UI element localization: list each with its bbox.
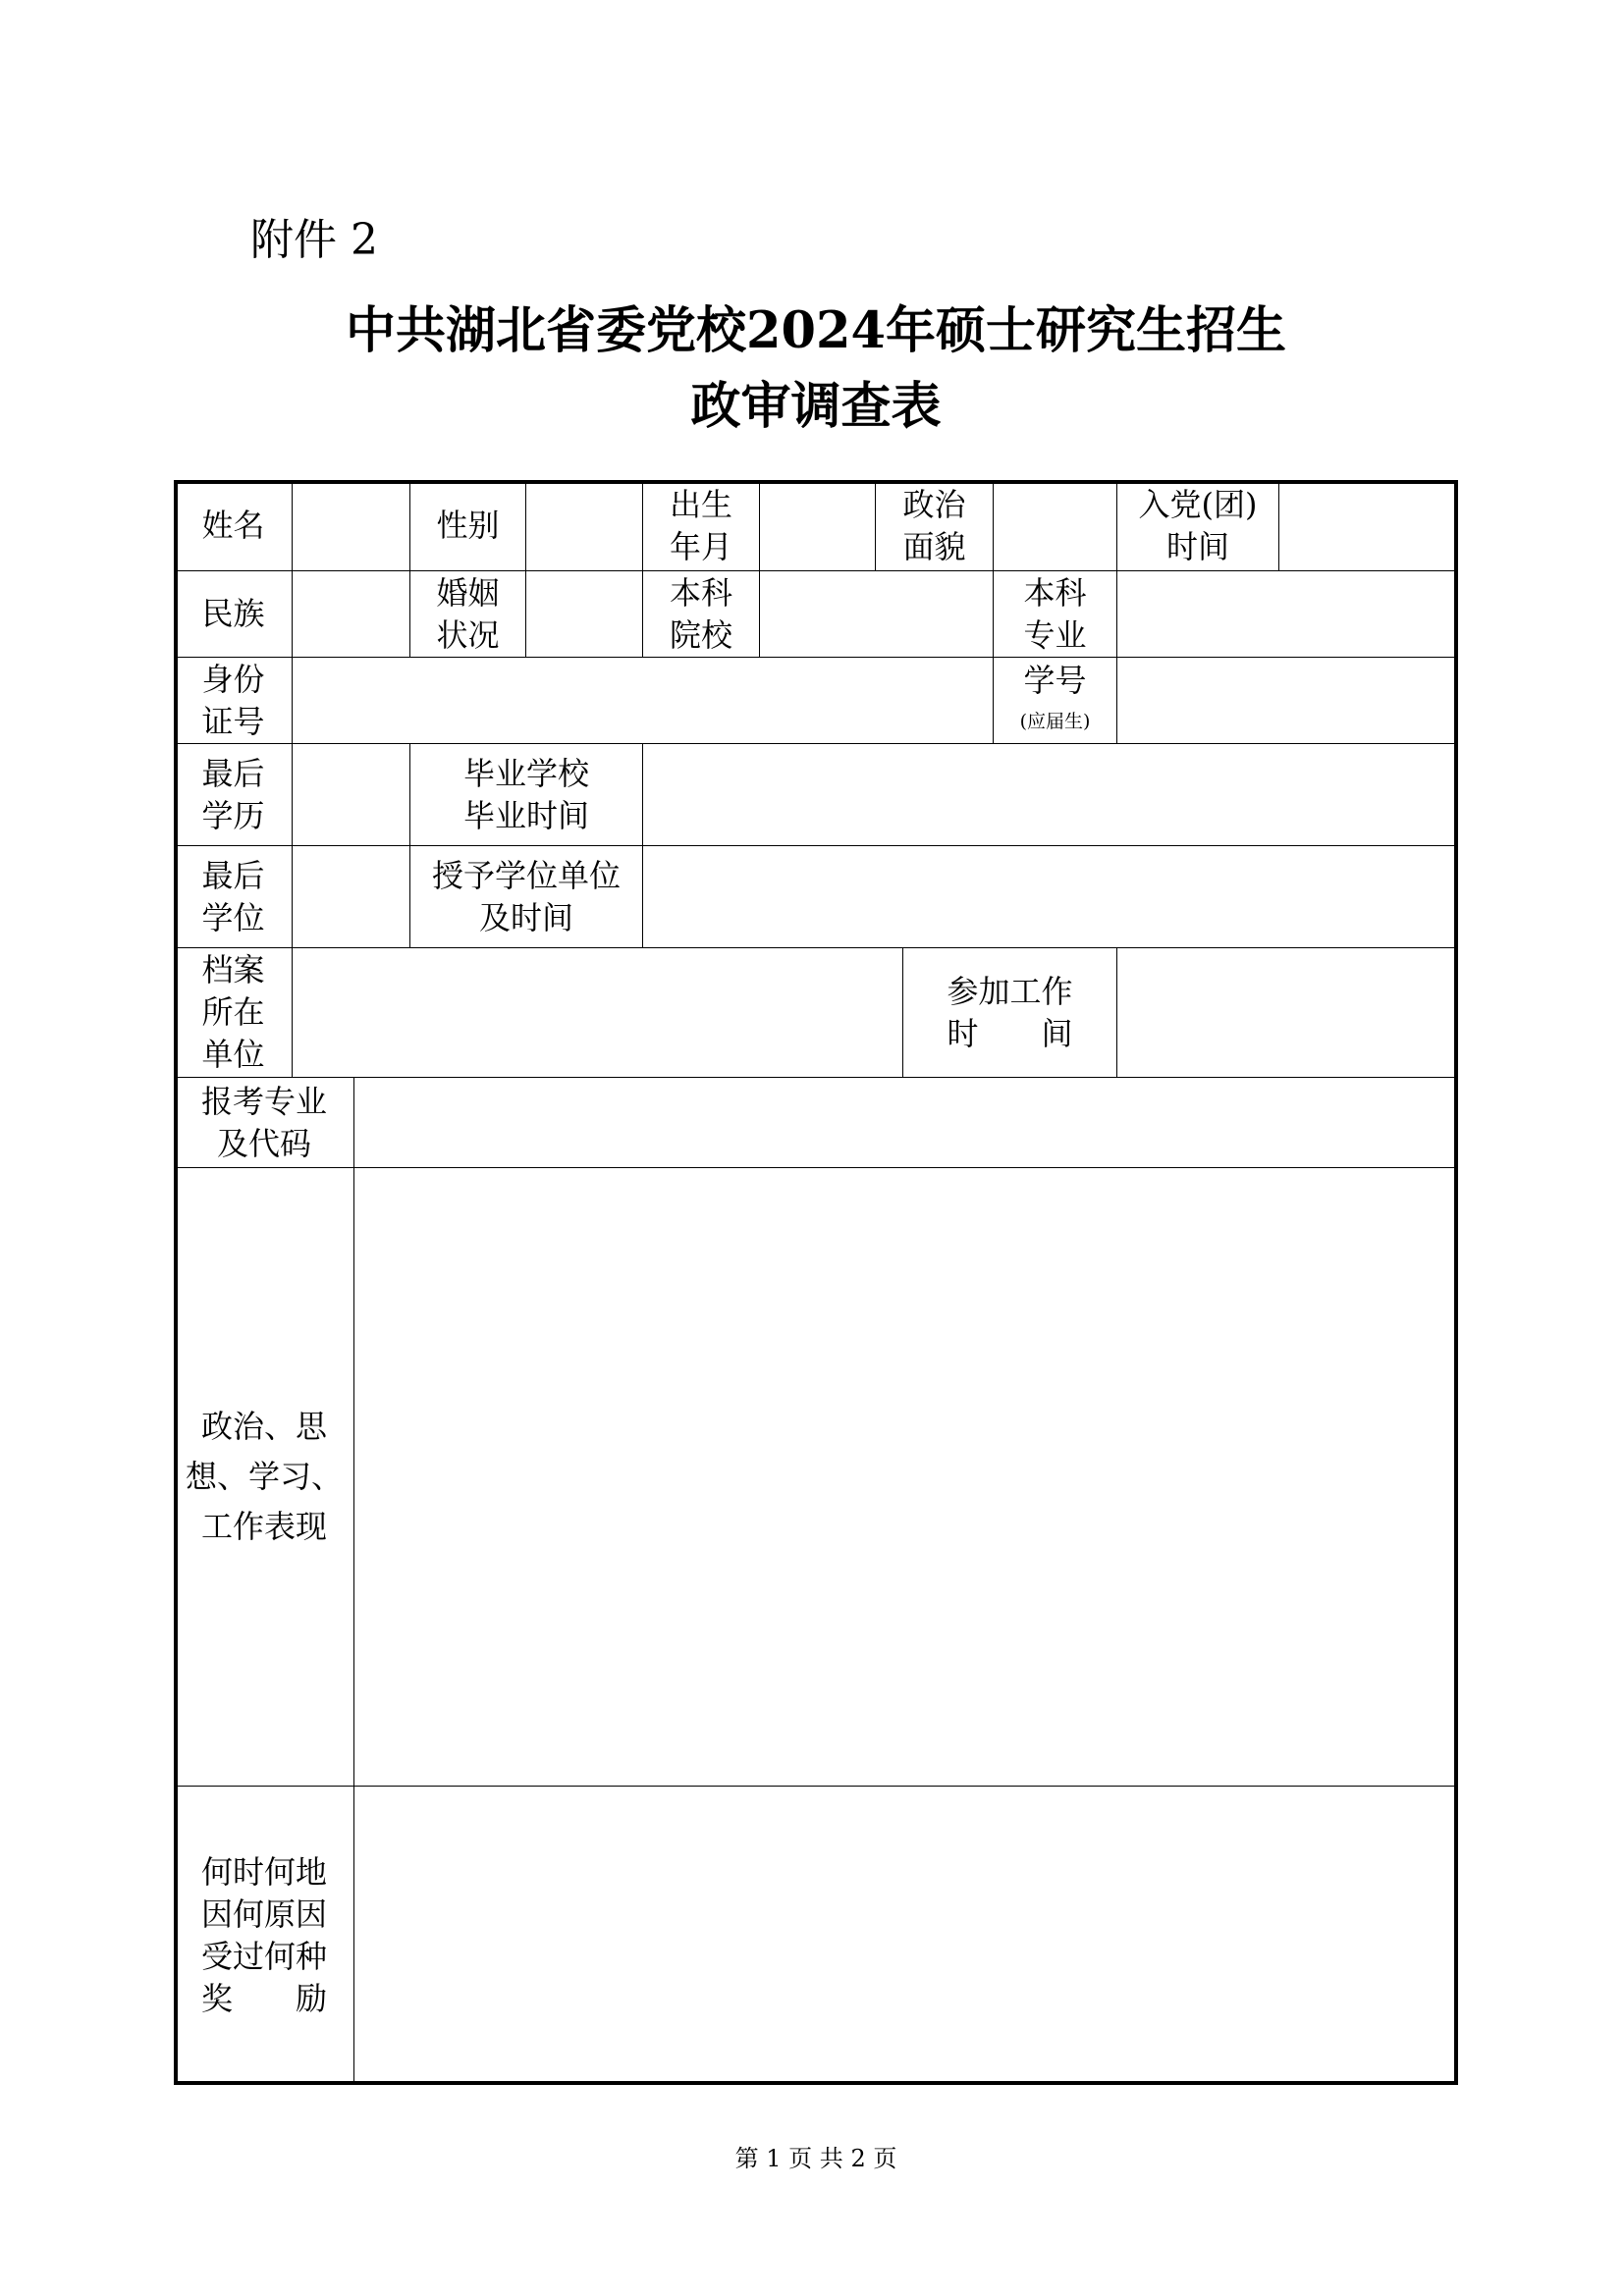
undergrad-major-label (993, 570, 1116, 657)
political-status-label-line: 政治 (902, 485, 966, 523)
undergrad-school-label-line: 院校 (669, 615, 732, 654)
birth-date-label-line: 年月 (669, 527, 732, 565)
student-number-field (1116, 657, 1458, 743)
gender-label-text: 性别 (436, 507, 500, 544)
graduation-school-time-label-line: 毕业学校 (462, 754, 589, 792)
archive-unit-label-line: 档案 (201, 951, 265, 988)
birth-date-label (642, 480, 759, 570)
work-start-time-field (1116, 947, 1458, 1077)
party-join-date-label-line: 入党(团) (1138, 485, 1258, 523)
undergrad-school-field (759, 570, 993, 657)
highest-degree-label (174, 845, 292, 947)
name-label-text: 姓名 (201, 507, 265, 544)
ethnicity-label-text: 民族 (201, 595, 265, 632)
awards-label-line: 受过何种 (200, 1938, 327, 1975)
archive-unit-label-line: 所在 (201, 993, 265, 1031)
ethnicity-label (174, 570, 292, 657)
highest-degree-label-line: 最后 (201, 856, 265, 894)
graduation-school-time-field (642, 743, 1458, 845)
graduation-school-time-label (409, 743, 642, 845)
archive-unit-field (292, 947, 902, 1077)
gender-field (525, 480, 642, 570)
political-status-label (875, 480, 993, 570)
performance-label-line: 想、学习、 (185, 1458, 343, 1495)
gender-label (409, 480, 525, 570)
awards-field (353, 1786, 1458, 2085)
student-number-label (993, 657, 1116, 743)
party-join-date-label-line: 时间 (1165, 527, 1229, 565)
awards-label-line: 奖 励 (200, 1980, 327, 2017)
degree-grantor-time-label-line: 及时间 (478, 898, 573, 936)
work-start-time-label-line: 时 间 (947, 1014, 1073, 1052)
performance-label-line: 政治、思 (200, 1408, 327, 1445)
awards-label-line: 何时何地 (200, 1853, 327, 1891)
archive-unit-label (174, 947, 292, 1077)
marital-status-label-line: 状况 (436, 615, 500, 654)
marital-status-field (525, 570, 642, 657)
awards-label-line: 因何原因 (200, 1896, 327, 1933)
id-number-label-line: 身份 (201, 660, 265, 698)
highest-degree-label-line: 学位 (201, 898, 265, 936)
performance-field (353, 1167, 1458, 1786)
highest-education-label (174, 743, 292, 845)
graduation-school-time-label-line: 毕业时间 (462, 796, 589, 834)
awards-label (174, 1786, 353, 2085)
undergrad-school-label (642, 570, 759, 657)
page-number: 第 1 页 共 2 页 (734, 2145, 897, 2172)
highest-education-label-line: 最后 (201, 754, 265, 792)
political-review-table (174, 480, 1458, 2085)
applied-major-code-field (353, 1077, 1458, 1167)
student-number-label-text: 学号 (1023, 662, 1087, 699)
party-join-date-label (1116, 480, 1278, 570)
undergrad-major-label-line: 专业 (1023, 615, 1087, 654)
applied-major-code-label-line: 报考专业 (200, 1082, 327, 1120)
archive-unit-label-line: 单位 (201, 1036, 265, 1073)
applied-major-code-label-line: 及代码 (216, 1124, 311, 1162)
degree-grantor-time-label-line: 授予学位单位 (431, 856, 621, 894)
undergrad-major-field (1116, 570, 1458, 657)
name-label (174, 480, 292, 570)
political-status-label-line: 面貌 (902, 527, 966, 565)
party-join-date-field (1278, 480, 1458, 570)
work-start-time-label-line: 参加工作 (947, 972, 1073, 1010)
name-field (292, 480, 409, 570)
applied-major-code-label (174, 1077, 353, 1167)
highest-education-field (292, 743, 409, 845)
marital-status-label-line: 婚姻 (436, 573, 500, 612)
performance-label (174, 1167, 353, 1786)
political-status-field (993, 480, 1116, 570)
student-number-note: (应届生) (1019, 711, 1091, 732)
degree-grantor-time-label (409, 845, 642, 947)
form-title-line1: 中共湖北省委党校2024年硕士研究生招生 (346, 301, 1286, 360)
id-number-field (292, 657, 993, 743)
id-number-label (174, 657, 292, 743)
performance-label-line: 工作表现 (200, 1508, 327, 1545)
highest-degree-field (292, 845, 409, 947)
id-number-label-line: 证号 (201, 702, 265, 740)
undergrad-school-label-line: 本科 (669, 573, 732, 612)
marital-status-label (409, 570, 525, 657)
ethnicity-field (292, 570, 409, 657)
form-title-line2: 政审调查表 (690, 377, 942, 436)
birth-date-label-line: 出生 (669, 485, 732, 523)
highest-education-label-line: 学历 (201, 796, 265, 834)
attachment-label: 附件 2 (250, 215, 378, 265)
degree-grantor-time-field (642, 845, 1458, 947)
birth-date-field (759, 480, 875, 570)
undergrad-major-label-line: 本科 (1023, 573, 1087, 612)
work-start-time-label (902, 947, 1116, 1077)
